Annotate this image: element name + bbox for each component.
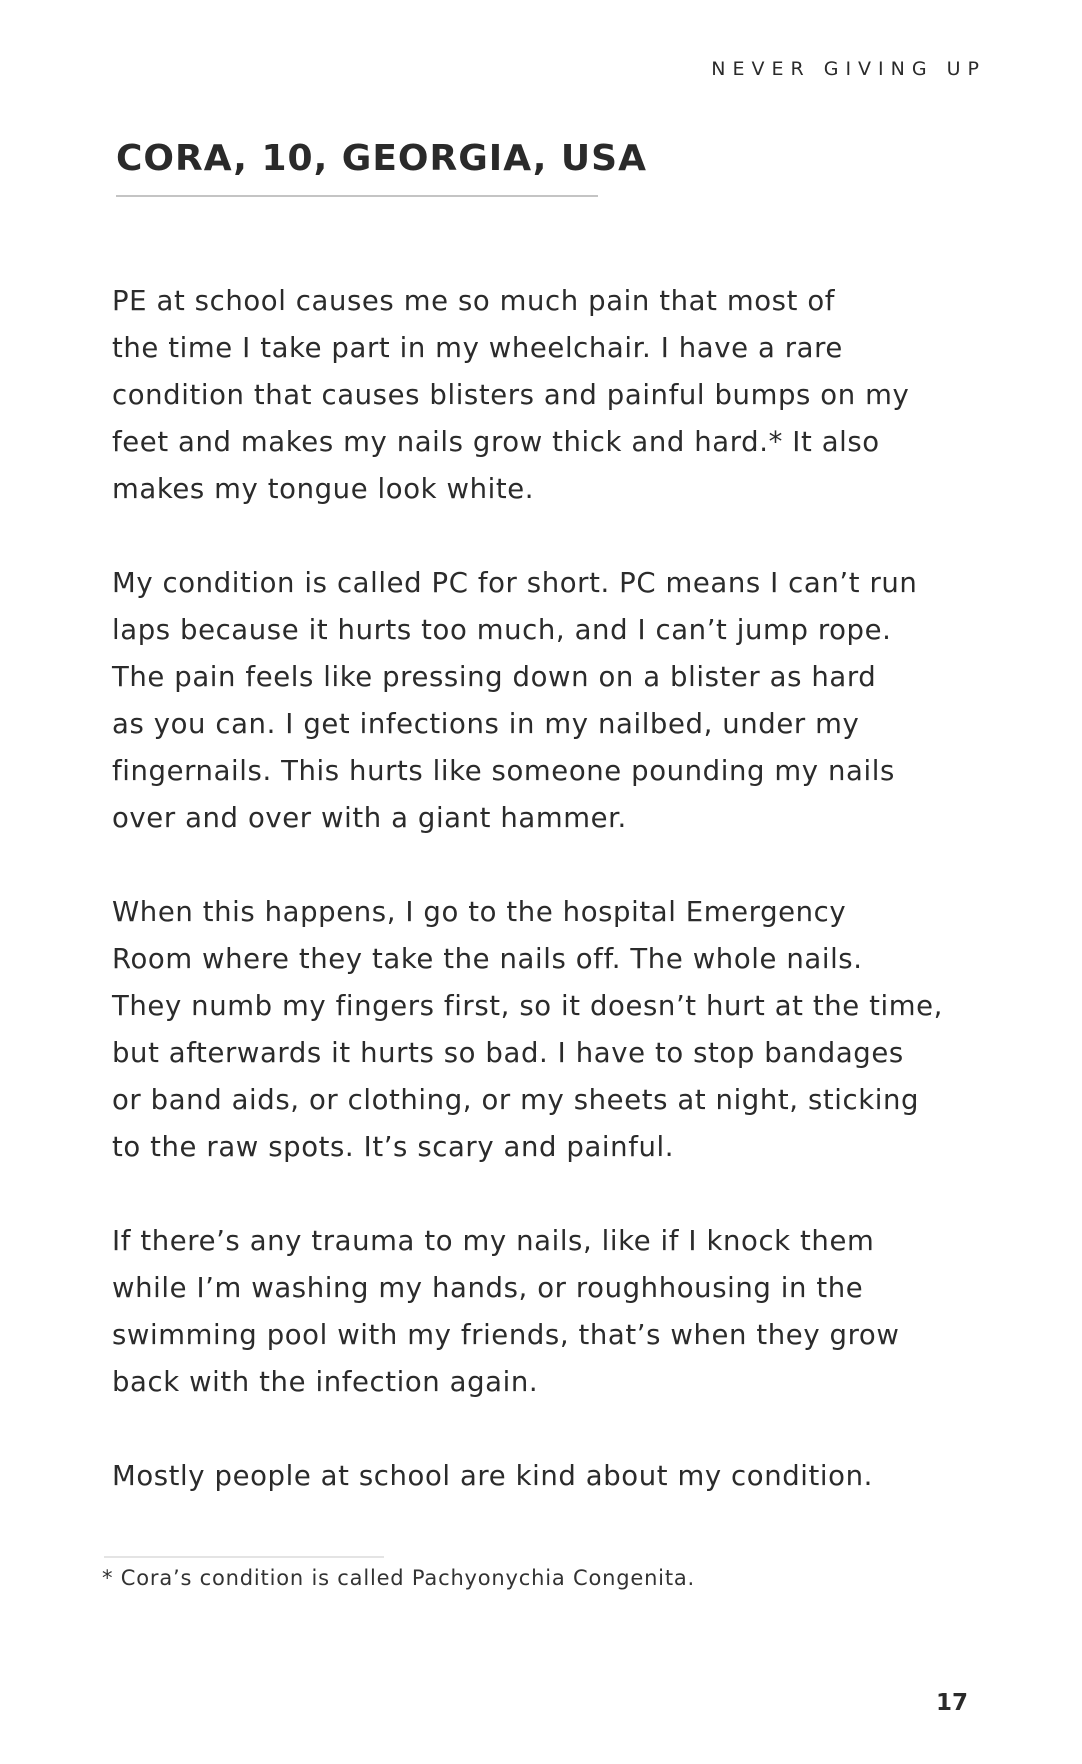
page-number: 17 [935, 1690, 968, 1716]
paragraph-1: PE at school causes me so much pain that most of the time I take part in my wheelchair. I have a rare condition that causes blisters and painful bumps on my feet and makes my nails grow thick and hard.* It also makes my tongue look white. [112, 285, 910, 505]
footnote: * Cora’s condition is called Pachyonychia Congenita. [102, 1566, 695, 1590]
paragraph-3: When this happens, I go to the hospital Emergency Room where they take the nails off. The whole nails. They numb my fingers first, so it doesn’t hurt at the time, but afterwards it hurts so bad. I have to stop bandages or band aids, or clothing, or my sheets at night, sticking to the raw spots. It’s scary and painful. [112, 896, 944, 1163]
body-text [112, 278, 982, 1500]
paragraph-2: My condition is called PC for short. PC means I can’t run laps because it hurts too much, and I can’t jump rope. The pain feels like pressing down on a blister as hard as you can. I get infections in my nailbed, under my fingernails. This hurts like someone pounding my nails over and over with a giant hammer. [112, 567, 918, 834]
page-title: CORA, 10, GEORGIA, USA [116, 138, 647, 179]
title-underline [116, 195, 598, 197]
paragraph-5: Mostly people at school are kind about my condition. [112, 1460, 873, 1492]
paragraph-4: If there’s any trauma to my nails, like if I knock them while I’m washing my hands, or roughhousing in the swimming pool with my friends, that’s when they grow back with the infection again. [112, 1225, 900, 1398]
running-head: NEVER GIVING UP [711, 58, 986, 80]
footnote-divider [104, 1556, 384, 1558]
